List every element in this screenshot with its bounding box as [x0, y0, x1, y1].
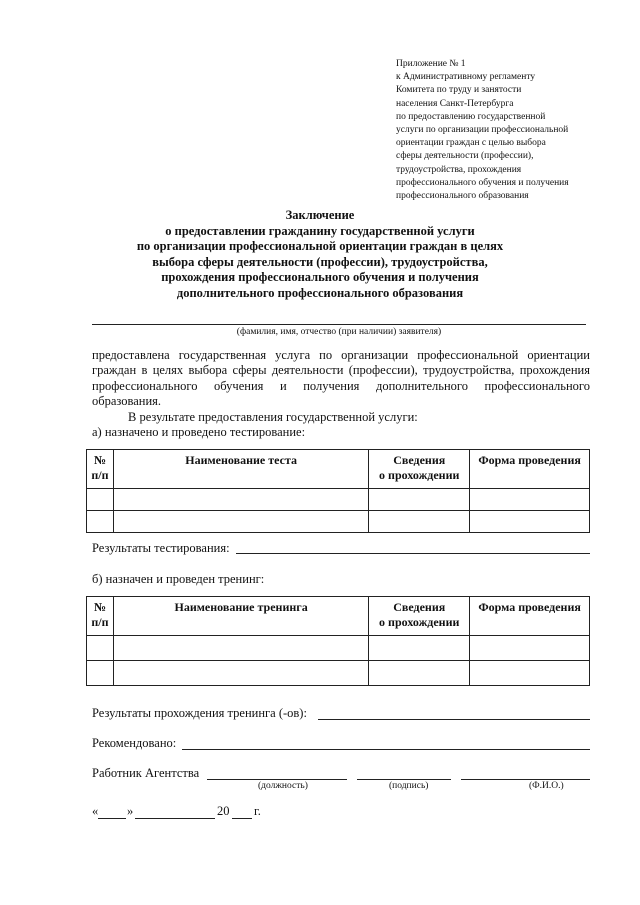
full-name-field[interactable]: [461, 765, 590, 780]
appendix-line: услуги по организации профессиональной: [396, 125, 569, 136]
table-cell[interactable]: [87, 489, 114, 511]
header-text: о прохождении: [379, 468, 460, 482]
table-cell[interactable]: [369, 636, 470, 661]
training-table: [86, 596, 590, 686]
title-line: выбора сферы деятельности (профессии), трудоустройства,: [152, 254, 488, 269]
training-results-label: Результаты прохождения тренинга (-ов):: [92, 706, 307, 720]
header-form: Форма проведения: [470, 597, 590, 636]
table-cell[interactable]: [87, 661, 114, 686]
position-field[interactable]: [207, 765, 347, 780]
test-table: [86, 449, 590, 533]
appendix-line: профессионального обучения и получения: [396, 177, 569, 188]
table-cell[interactable]: [369, 661, 470, 686]
document-title: [60, 208, 580, 302]
appendix-line: ориентации граждан с целью выбора: [396, 138, 546, 149]
table-row: [87, 511, 590, 533]
header-info: [369, 597, 470, 636]
signature-caption: (подпись): [389, 781, 429, 791]
table-row: [87, 636, 590, 661]
table-cell[interactable]: [113, 489, 368, 511]
header-form: Форма проведения: [470, 450, 590, 489]
table-cell[interactable]: [87, 511, 114, 533]
appendix-line: профессионального образования: [396, 191, 529, 202]
intro-line: предоставлена государственная услуга по организации профессиональной ориентации: [92, 348, 590, 362]
recommended-label: Рекомендовано:: [92, 736, 177, 750]
year-suffix: г.: [254, 804, 261, 818]
appendix-line: населения Санкт-Петербурга: [396, 98, 514, 109]
header-text: о прохождении: [379, 615, 460, 629]
appendix-line: сферы деятельности (профессии),: [396, 151, 534, 162]
training-results-field[interactable]: [318, 705, 590, 720]
table-cell[interactable]: [470, 636, 590, 661]
position-caption: (должность): [258, 781, 308, 791]
item-a-label: а) назначено и проведено тестирование:: [92, 425, 306, 439]
day-field[interactable]: [98, 804, 126, 819]
year-field[interactable]: [232, 804, 252, 819]
appendix-line: Приложение № 1: [396, 59, 466, 69]
recommended-field[interactable]: [182, 735, 590, 750]
intro-line: образования.: [92, 393, 162, 408]
table-cell[interactable]: [369, 489, 470, 511]
signature-field[interactable]: [357, 765, 451, 780]
test-results-field[interactable]: [236, 539, 590, 554]
worker-label: Работник Агентства: [92, 766, 200, 780]
title-line: о предоставлении гражданину государственной услуги: [165, 223, 475, 238]
title-line: по организации профессиональной ориентации граждан в целях: [136, 239, 504, 254]
title-line: Заключение: [285, 208, 355, 222]
test-results-label: Результаты тестирования:: [92, 541, 230, 555]
title-line: дополнительного профессионального образования: [176, 285, 464, 300]
header-number: [87, 597, 114, 636]
header-info: [369, 450, 470, 489]
applicant-name-caption: (фамилия, имя, отчество (при наличии) заявителя): [236, 327, 442, 337]
appendix-note: [396, 58, 616, 203]
intro-line: профессионального обучения и получения дополнительного профессионального: [92, 378, 590, 393]
date-close-quote: »: [127, 804, 134, 818]
table-cell[interactable]: [87, 636, 114, 661]
header-training-name: Наименование тренинга: [113, 597, 368, 636]
full-name-caption: (Ф.И.О.): [529, 781, 564, 791]
month-field[interactable]: [135, 804, 215, 819]
applicant-name-field[interactable]: [92, 324, 586, 325]
table-cell[interactable]: [113, 511, 368, 533]
date-open-quote: «: [92, 804, 99, 818]
intro-paragraph: [92, 348, 590, 409]
table-cell[interactable]: [113, 661, 368, 686]
table-header-row: [87, 597, 590, 636]
header-text: п/п: [91, 468, 109, 482]
appendix-line: к Административному регламенту: [396, 72, 536, 83]
table-cell[interactable]: [369, 511, 470, 533]
header-text: Сведения: [393, 453, 446, 467]
header-number: [87, 450, 114, 489]
header-text: №: [93, 453, 106, 467]
table-cell[interactable]: [470, 661, 590, 686]
year-prefix: 20: [217, 804, 230, 818]
header-text: №: [93, 600, 106, 614]
table-row: [87, 661, 590, 686]
table-header-row: [87, 450, 590, 489]
title-line: прохождения профессионального обучения и получения: [161, 270, 479, 285]
table-cell[interactable]: [470, 489, 590, 511]
item-b-label: б) назначен и проведен тренинг:: [92, 572, 265, 586]
header-test-name: Наименование теста: [113, 450, 368, 489]
appendix-line: по предоставлению государственной: [396, 111, 546, 122]
header-text: п/п: [91, 615, 109, 629]
appendix-line: Комитета по труду и занятости: [396, 85, 522, 96]
header-text: Сведения: [393, 600, 446, 614]
table-row: [87, 489, 590, 511]
result-line: В результате предоставления государственной услуги:: [128, 410, 418, 424]
table-cell[interactable]: [470, 511, 590, 533]
table-cell[interactable]: [113, 636, 368, 661]
intro-line: граждан в целях выбора сферы деятельности (профессии), трудоустройства, прохождения: [92, 363, 590, 378]
appendix-line: трудоустройства, прохождения: [396, 164, 522, 175]
